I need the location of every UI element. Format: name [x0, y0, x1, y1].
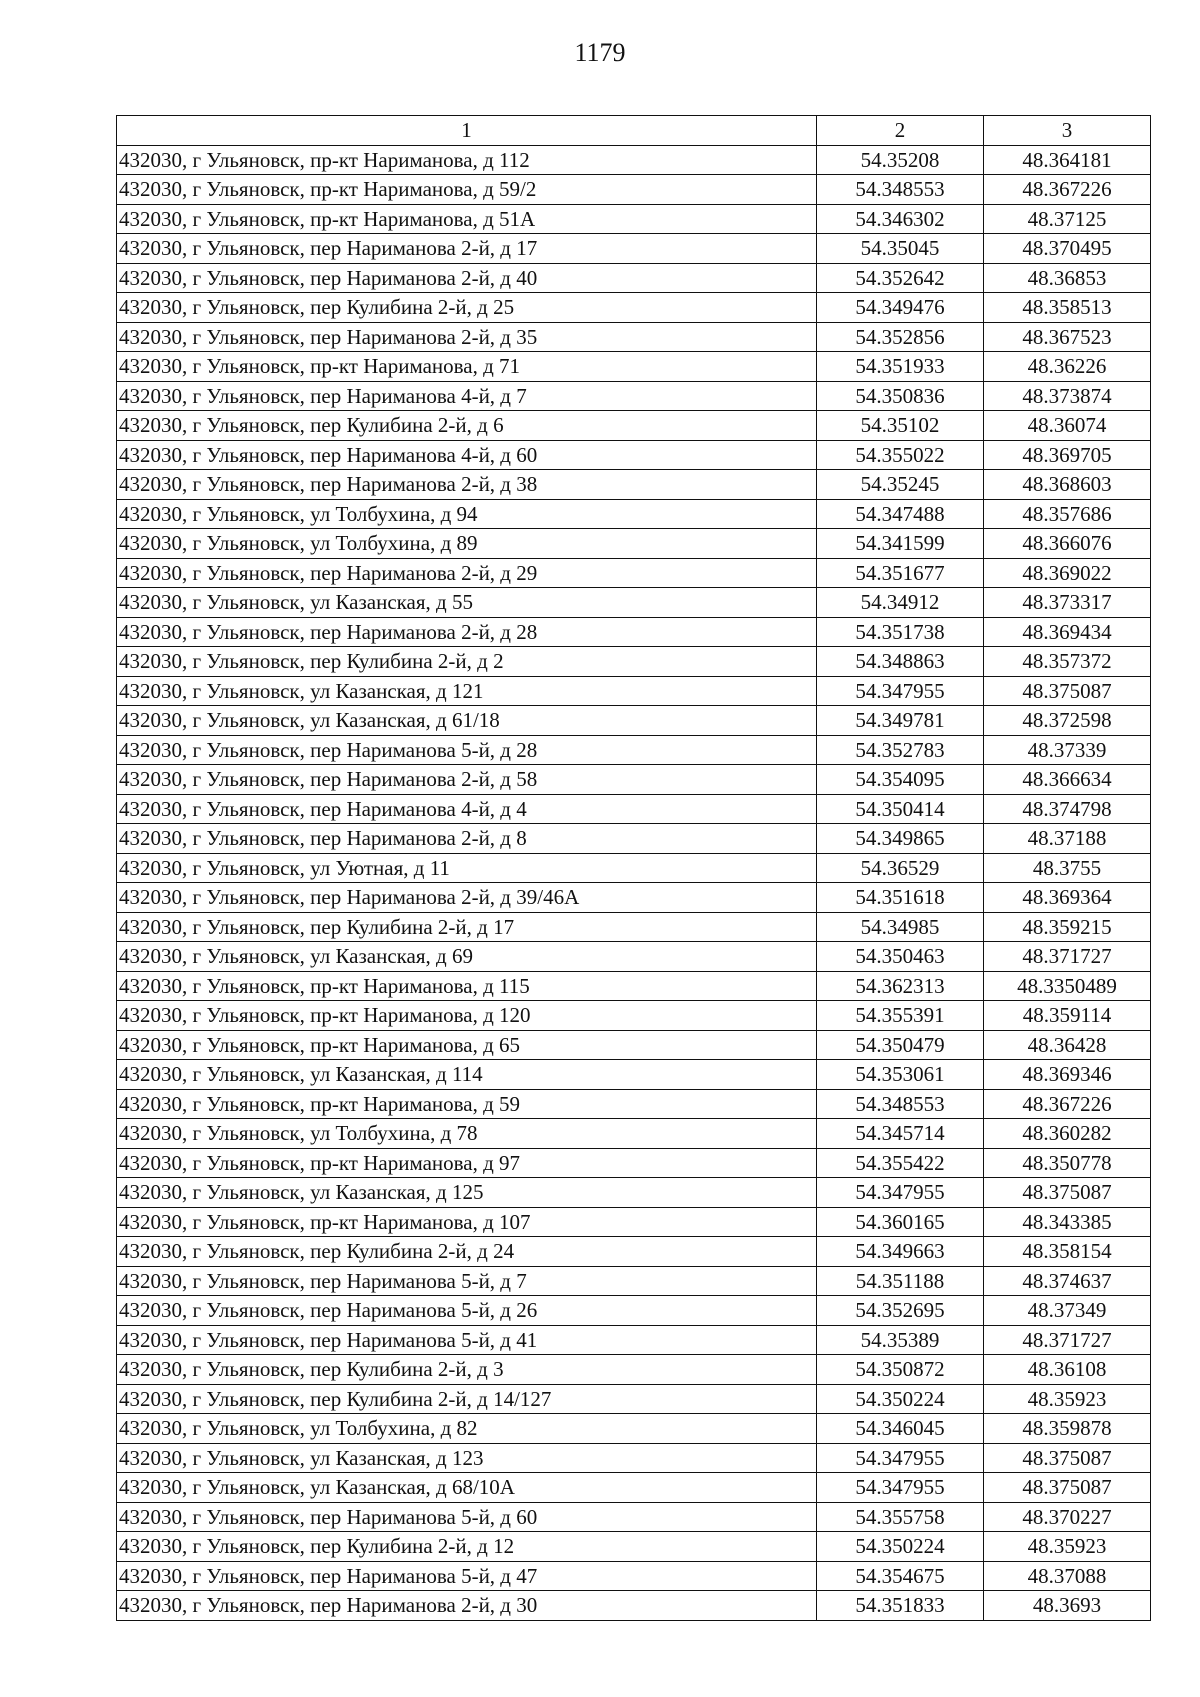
- latitude-cell: 54.35102: [817, 411, 984, 441]
- longitude-cell: 48.350778: [984, 1148, 1151, 1178]
- address-cell: 432030, г Ульяновск, пр-кт Нариманова, д 65: [117, 1030, 817, 1060]
- longitude-cell: 48.373317: [984, 588, 1151, 618]
- address-cell: 432030, г Ульяновск, пер Нариманова 2-й, д 58: [117, 765, 817, 795]
- longitude-cell: 48.358513: [984, 293, 1151, 323]
- longitude-cell: 48.37188: [984, 824, 1151, 854]
- address-cell: 432030, г Ульяновск, пер Кулибина 2-й, д 3: [117, 1355, 817, 1385]
- column-header-2: 2: [817, 116, 984, 146]
- address-cell: 432030, г Ульяновск, ул Казанская, д 61/18: [117, 706, 817, 736]
- latitude-cell: 54.350872: [817, 1355, 984, 1385]
- table-row: [117, 529, 1151, 559]
- longitude-cell: 48.374798: [984, 794, 1151, 824]
- table-row: [117, 293, 1151, 323]
- address-cell: 432030, г Ульяновск, пер Нариманова 5-й, д 47: [117, 1561, 817, 1591]
- longitude-cell: 48.36428: [984, 1030, 1151, 1060]
- longitude-cell: 48.364181: [984, 145, 1151, 175]
- latitude-cell: 54.346302: [817, 204, 984, 234]
- address-cell: 432030, г Ульяновск, ул Казанская, д 121: [117, 676, 817, 706]
- longitude-cell: 48.3755: [984, 853, 1151, 883]
- table-row: [117, 1502, 1151, 1532]
- address-cell: 432030, г Ульяновск, пр-кт Нариманова, д 59/2: [117, 175, 817, 205]
- table-row: [117, 381, 1151, 411]
- table-row: [117, 735, 1151, 765]
- longitude-cell: 48.359215: [984, 912, 1151, 942]
- longitude-cell: 48.371727: [984, 942, 1151, 972]
- address-cell: 432030, г Ульяновск, пер Нариманова 2-й, д 30: [117, 1591, 817, 1621]
- address-cell: 432030, г Ульяновск, пер Нариманова 2-й, д 28: [117, 617, 817, 647]
- latitude-cell: 54.355422: [817, 1148, 984, 1178]
- address-cell: 432030, г Ульяновск, пр-кт Нариманова, д 115: [117, 971, 817, 1001]
- latitude-cell: 54.348553: [817, 175, 984, 205]
- longitude-cell: 48.370227: [984, 1502, 1151, 1532]
- column-header-1: 1: [117, 116, 817, 146]
- address-cell: 432030, г Ульяновск, пр-кт Нариманова, д 71: [117, 352, 817, 382]
- table-row: [117, 1591, 1151, 1621]
- longitude-cell: 48.3693: [984, 1591, 1151, 1621]
- latitude-cell: 54.348553: [817, 1089, 984, 1119]
- longitude-cell: 48.367226: [984, 1089, 1151, 1119]
- address-cell: 432030, г Ульяновск, пер Кулибина 2-й, д 2: [117, 647, 817, 677]
- latitude-cell: 54.351833: [817, 1591, 984, 1621]
- latitude-cell: 54.350463: [817, 942, 984, 972]
- table-row: [117, 1237, 1151, 1267]
- table-row: [117, 440, 1151, 470]
- address-cell: 432030, г Ульяновск, пер Нариманова 5-й, д 7: [117, 1266, 817, 1296]
- table-row: [117, 824, 1151, 854]
- longitude-cell: 48.371727: [984, 1325, 1151, 1355]
- address-cell: 432030, г Ульяновск, ул Казанская, д 69: [117, 942, 817, 972]
- table-row: [117, 1561, 1151, 1591]
- table-row: [117, 1414, 1151, 1444]
- latitude-cell: 54.350479: [817, 1030, 984, 1060]
- address-cell: 432030, г Ульяновск, пр-кт Нариманова, д 112: [117, 145, 817, 175]
- table-row: [117, 1001, 1151, 1031]
- latitude-cell: 54.349865: [817, 824, 984, 854]
- latitude-cell: 54.350414: [817, 794, 984, 824]
- longitude-cell: 48.367226: [984, 175, 1151, 205]
- longitude-cell: 48.358154: [984, 1237, 1151, 1267]
- longitude-cell: 48.375087: [984, 1178, 1151, 1208]
- latitude-cell: 54.347955: [817, 676, 984, 706]
- longitude-cell: 48.372598: [984, 706, 1151, 736]
- address-cell: 432030, г Ульяновск, пер Нариманова 5-й, д 28: [117, 735, 817, 765]
- latitude-cell: 54.350836: [817, 381, 984, 411]
- latitude-cell: 54.352856: [817, 322, 984, 352]
- table-row: [117, 1119, 1151, 1149]
- latitude-cell: 54.351618: [817, 883, 984, 913]
- address-cell: 432030, г Ульяновск, ул Толбухина, д 94: [117, 499, 817, 529]
- longitude-cell: 48.370495: [984, 234, 1151, 264]
- latitude-cell: 54.350224: [817, 1384, 984, 1414]
- table-row: [117, 794, 1151, 824]
- address-cell: 432030, г Ульяновск, пер Нариманова 2-й, д 40: [117, 263, 817, 293]
- longitude-cell: 48.367523: [984, 322, 1151, 352]
- latitude-cell: 54.362313: [817, 971, 984, 1001]
- latitude-cell: 54.35389: [817, 1325, 984, 1355]
- table-row: [117, 588, 1151, 618]
- address-cell: 432030, г Ульяновск, пер Нариманова 2-й, д 29: [117, 558, 817, 588]
- table-row: [117, 234, 1151, 264]
- table-row: [117, 558, 1151, 588]
- address-cell: 432030, г Ульяновск, пер Кулибина 2-й, д 12: [117, 1532, 817, 1562]
- longitude-cell: 48.36108: [984, 1355, 1151, 1385]
- table-row: [117, 322, 1151, 352]
- longitude-cell: 48.37125: [984, 204, 1151, 234]
- longitude-cell: 48.343385: [984, 1207, 1151, 1237]
- address-cell: 432030, г Ульяновск, пер Нариманова 4-й, д 4: [117, 794, 817, 824]
- longitude-cell: 48.366634: [984, 765, 1151, 795]
- longitude-cell: 48.374637: [984, 1266, 1151, 1296]
- latitude-cell: 54.35208: [817, 145, 984, 175]
- table-row: [117, 706, 1151, 736]
- table-row: [117, 1473, 1151, 1503]
- table-row: [117, 470, 1151, 500]
- longitude-cell: 48.357372: [984, 647, 1151, 677]
- latitude-cell: 54.360165: [817, 1207, 984, 1237]
- address-cell: 432030, г Ульяновск, пер Нариманова 2-й, д 39/46А: [117, 883, 817, 913]
- longitude-cell: 48.375087: [984, 676, 1151, 706]
- address-cell: 432030, г Ульяновск, пер Нариманова 2-й, д 17: [117, 234, 817, 264]
- longitude-cell: 48.37349: [984, 1296, 1151, 1326]
- table-row: [117, 647, 1151, 677]
- address-coordinates-table: [116, 115, 1151, 1621]
- longitude-cell: 48.366076: [984, 529, 1151, 559]
- table-row: [117, 1384, 1151, 1414]
- latitude-cell: 54.36529: [817, 853, 984, 883]
- address-cell: 432030, г Ульяновск, пер Кулибина 2-й, д 24: [117, 1237, 817, 1267]
- table-row: [117, 676, 1151, 706]
- longitude-cell: 48.35923: [984, 1532, 1151, 1562]
- latitude-cell: 54.351188: [817, 1266, 984, 1296]
- address-cell: 432030, г Ульяновск, пер Нариманова 4-й, д 7: [117, 381, 817, 411]
- longitude-cell: 48.375087: [984, 1473, 1151, 1503]
- longitude-cell: 48.359878: [984, 1414, 1151, 1444]
- table-row: [117, 1030, 1151, 1060]
- address-cell: 432030, г Ульяновск, ул Толбухина, д 78: [117, 1119, 817, 1149]
- table-row: [117, 1089, 1151, 1119]
- longitude-cell: 48.373874: [984, 381, 1151, 411]
- latitude-cell: 54.341599: [817, 529, 984, 559]
- address-cell: 432030, г Ульяновск, пер Нариманова 5-й, д 60: [117, 1502, 817, 1532]
- address-cell: 432030, г Ульяновск, пер Нариманова 2-й, д 35: [117, 322, 817, 352]
- latitude-cell: 54.349663: [817, 1237, 984, 1267]
- table-row: [117, 411, 1151, 441]
- address-cell: 432030, г Ульяновск, ул Казанская, д 68/10А: [117, 1473, 817, 1503]
- longitude-cell: 48.37088: [984, 1561, 1151, 1591]
- table-row: [117, 145, 1151, 175]
- latitude-cell: 54.345714: [817, 1119, 984, 1149]
- table-row: [117, 175, 1151, 205]
- latitude-cell: 54.351933: [817, 352, 984, 382]
- longitude-cell: 48.368603: [984, 470, 1151, 500]
- address-cell: 432030, г Ульяновск, пер Нариманова 5-й, д 41: [117, 1325, 817, 1355]
- address-cell: 432030, г Ульяновск, пр-кт Нариманова, д 120: [117, 1001, 817, 1031]
- latitude-cell: 54.346045: [817, 1414, 984, 1444]
- address-cell: 432030, г Ульяновск, ул Казанская, д 114: [117, 1060, 817, 1090]
- table-row: [117, 1060, 1151, 1090]
- address-cell: 432030, г Ульяновск, пр-кт Нариманова, д 97: [117, 1148, 817, 1178]
- longitude-cell: 48.369346: [984, 1060, 1151, 1090]
- table-row: [117, 1443, 1151, 1473]
- longitude-cell: 48.369364: [984, 883, 1151, 913]
- latitude-cell: 54.35045: [817, 234, 984, 264]
- longitude-cell: 48.357686: [984, 499, 1151, 529]
- table-row: [117, 765, 1151, 795]
- latitude-cell: 54.354675: [817, 1561, 984, 1591]
- latitude-cell: 54.355758: [817, 1502, 984, 1532]
- latitude-cell: 54.352642: [817, 263, 984, 293]
- table-row: [117, 263, 1151, 293]
- table-row: [117, 1266, 1151, 1296]
- latitude-cell: 54.347955: [817, 1443, 984, 1473]
- address-cell: 432030, г Ульяновск, ул Казанская, д 55: [117, 588, 817, 618]
- latitude-cell: 54.349781: [817, 706, 984, 736]
- longitude-cell: 48.359114: [984, 1001, 1151, 1031]
- longitude-cell: 48.360282: [984, 1119, 1151, 1149]
- address-cell: 432030, г Ульяновск, ул Толбухина, д 82: [117, 1414, 817, 1444]
- address-cell: 432030, г Ульяновск, пр-кт Нариманова, д 59: [117, 1089, 817, 1119]
- address-cell: 432030, г Ульяновск, ул Казанская, д 123: [117, 1443, 817, 1473]
- longitude-cell: 48.3350489: [984, 971, 1151, 1001]
- table-row: [117, 1207, 1151, 1237]
- address-cell: 432030, г Ульяновск, пер Нариманова 2-й, д 38: [117, 470, 817, 500]
- latitude-cell: 54.347955: [817, 1473, 984, 1503]
- longitude-cell: 48.36853: [984, 263, 1151, 293]
- address-cell: 432030, г Ульяновск, ул Толбухина, д 89: [117, 529, 817, 559]
- table-row: [117, 912, 1151, 942]
- longitude-cell: 48.369705: [984, 440, 1151, 470]
- address-cell: 432030, г Ульяновск, ул Уютная, д 11: [117, 853, 817, 883]
- table-row: [117, 1532, 1151, 1562]
- latitude-cell: 54.354095: [817, 765, 984, 795]
- column-header-3: 3: [984, 116, 1151, 146]
- address-cell: 432030, г Ульяновск, пер Нариманова 5-й, д 26: [117, 1296, 817, 1326]
- address-cell: 432030, г Ульяновск, пер Кулибина 2-й, д 25: [117, 293, 817, 323]
- table-row: [117, 853, 1151, 883]
- latitude-cell: 54.352695: [817, 1296, 984, 1326]
- latitude-cell: 54.347955: [817, 1178, 984, 1208]
- address-cell: 432030, г Ульяновск, пер Кулибина 2-й, д 6: [117, 411, 817, 441]
- table-row: [117, 1325, 1151, 1355]
- longitude-cell: 48.369434: [984, 617, 1151, 647]
- table-row: [117, 204, 1151, 234]
- longitude-cell: 48.37339: [984, 735, 1151, 765]
- address-cell: 432030, г Ульяновск, пр-кт Нариманова, д 51А: [117, 204, 817, 234]
- latitude-cell: 54.350224: [817, 1532, 984, 1562]
- longitude-cell: 48.369022: [984, 558, 1151, 588]
- latitude-cell: 54.349476: [817, 293, 984, 323]
- table-row: [117, 942, 1151, 972]
- longitude-cell: 48.36226: [984, 352, 1151, 382]
- table-header-row: [117, 116, 1151, 146]
- latitude-cell: 54.351738: [817, 617, 984, 647]
- latitude-cell: 54.34985: [817, 912, 984, 942]
- latitude-cell: 54.355022: [817, 440, 984, 470]
- latitude-cell: 54.352783: [817, 735, 984, 765]
- longitude-cell: 48.36074: [984, 411, 1151, 441]
- table-row: [117, 499, 1151, 529]
- address-cell: 432030, г Ульяновск, пер Кулибина 2-й, д 14/127: [117, 1384, 817, 1414]
- address-cell: 432030, г Ульяновск, пер Кулибина 2-й, д 17: [117, 912, 817, 942]
- table-row: [117, 1296, 1151, 1326]
- address-cell: 432030, г Ульяновск, ул Казанская, д 125: [117, 1178, 817, 1208]
- latitude-cell: 54.355391: [817, 1001, 984, 1031]
- address-cell: 432030, г Ульяновск, пр-кт Нариманова, д 107: [117, 1207, 817, 1237]
- latitude-cell: 54.34912: [817, 588, 984, 618]
- latitude-cell: 54.351677: [817, 558, 984, 588]
- latitude-cell: 54.348863: [817, 647, 984, 677]
- latitude-cell: 54.35245: [817, 470, 984, 500]
- latitude-cell: 54.347488: [817, 499, 984, 529]
- address-cell: 432030, г Ульяновск, пер Нариманова 4-й, д 60: [117, 440, 817, 470]
- table-row: [117, 883, 1151, 913]
- address-cell: 432030, г Ульяновск, пер Нариманова 2-й, д 8: [117, 824, 817, 854]
- longitude-cell: 48.35923: [984, 1384, 1151, 1414]
- page-number: 1179: [574, 38, 626, 67]
- table-row: [117, 617, 1151, 647]
- longitude-cell: 48.375087: [984, 1443, 1151, 1473]
- table-row: [117, 352, 1151, 382]
- table-row: [117, 1148, 1151, 1178]
- table-row: [117, 1178, 1151, 1208]
- table-row: [117, 971, 1151, 1001]
- table-row: [117, 1355, 1151, 1385]
- latitude-cell: 54.353061: [817, 1060, 984, 1090]
